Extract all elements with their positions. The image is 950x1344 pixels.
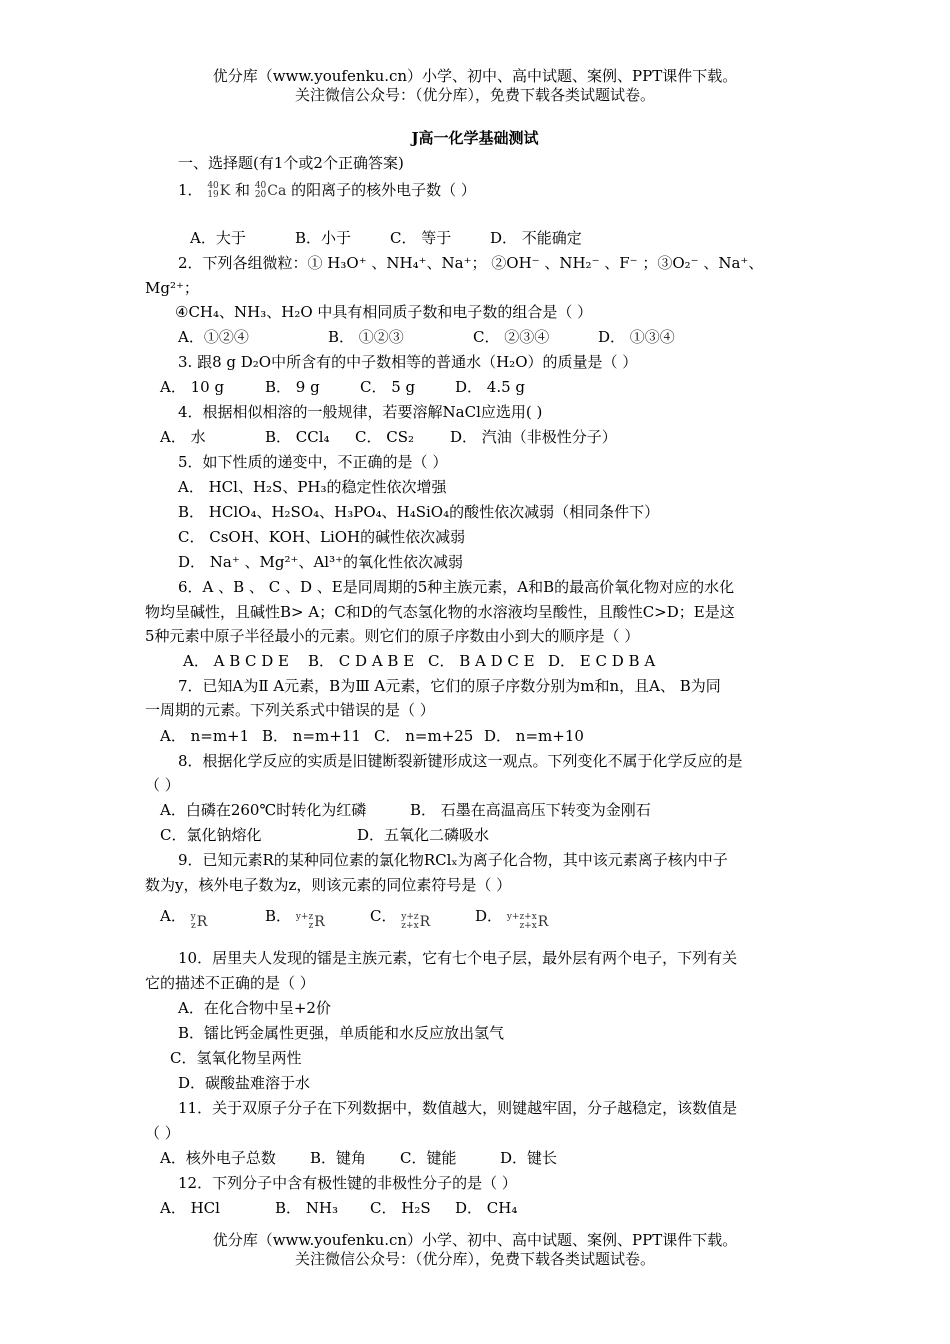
page-title: J高一化学基础测试 [411, 129, 539, 147]
q4-option-d: D． 汽油（非极性分子） [450, 428, 617, 446]
q9-option-a: A． y zR [160, 907, 208, 931]
q2-options [178, 327, 675, 347]
q6-options [183, 651, 655, 671]
q10-option-c: C．氢氧化物呈两性 [170, 1049, 302, 1067]
q12-option-d: D． CH₄ [455, 1199, 518, 1217]
q8-option-d: D．五氧化二磷吸水 [357, 826, 490, 844]
q6-option-c: C． B A D C E [428, 652, 535, 670]
header-line-2: 关注微信公众号：（优分库），免费下载各类试题试卷。 [294, 86, 655, 104]
q1-option-b: B．小于 [295, 229, 352, 247]
q12-option-a: A． HCl [160, 1199, 220, 1217]
q8-options-row-1 [160, 800, 651, 820]
isotope-ca: 40 20Ca [254, 181, 287, 200]
question-1: 1． 40 19K 和 40 20Ca 的阳离子的核外电子数（ ） [178, 181, 476, 200]
q5-option-b: B． HClO₄、H₂SO₄、H₃PO₄、H₄SiO₄的酸性依次减弱（相同条件下） [178, 503, 660, 521]
q10-option-d: D．碳酸盐难溶于水 [178, 1074, 311, 1092]
q1-options [190, 228, 582, 248]
q4-option-c: C． CS₂ [355, 428, 415, 446]
q2-line-2: ④CH₄、NH₃、H₂O 中具有相同质子数和电子数的组合是（ ） [175, 303, 593, 321]
q2-option-b: B． ①②③ [328, 328, 404, 346]
q3-option-b: B． 9 g [265, 378, 320, 396]
q6-option-b: B． C D A B E [308, 652, 415, 670]
q12-option-b: B． NH₃ [275, 1199, 339, 1217]
q9-option-d: D． y+z+x z+xR [475, 907, 549, 931]
q1-option-a: A．大于 [190, 229, 246, 247]
q12-text: 12．下列分子中含有极性键的非极性分子的是（ ） [178, 1174, 517, 1192]
q8-option-a: A．白磷在260℃时转化为红磷 [160, 801, 367, 819]
q2-option-d: D． ①③④ [598, 328, 675, 346]
q2-option-a: A．①②④ [178, 328, 249, 346]
footer-line-2: 关注微信公众号：（优分库），免费下载各类试题试卷。 [294, 1250, 655, 1268]
q10-option-a: A．在化合物中呈+2价 [178, 999, 331, 1017]
q3-options [160, 377, 525, 397]
q3-option-a: A． 10 g [160, 378, 225, 396]
q6-line-3: 5种元素中原子半径最小的元素。则它们的原子序数由小到大的顺序是（ ） [145, 627, 640, 645]
q9-option-c: C． y+z z+xR [370, 907, 431, 931]
q8-line-1: 8．根据化学反应的实质是旧键断裂新键形成这一观点。下列变化不属于化学反应的是 [178, 752, 743, 770]
q11-option-b: B．键角 [310, 1149, 367, 1167]
q11-line-2: （ ） [145, 1124, 180, 1142]
q5-option-a: A． HCl、H₂S、PH₃的稳定性依次增强 [178, 478, 447, 496]
q2-line-1b: Mg²⁺； [145, 279, 199, 297]
q11-line-1: 11．关于双原子分子在下列数据中，数值越大，则键越牢固，分子越稳定，该数值是 [178, 1099, 738, 1117]
q6-line-1: 6．A 、B 、 C 、D 、E是同周期的5种主族元素，A和B的最高价氧化物对应的水化 [178, 578, 735, 596]
footer-line-1: 优分库（www.youfenku.cn）小学、初中、高中试题、案例、PPT课件下载。 [212, 1231, 738, 1249]
q6-option-d: D． E C D B A [548, 652, 656, 670]
q3-text: 3. 跟8 g D₂O中所含有的中子数相等的普通水（H₂O）的质量是（ ） [178, 353, 638, 371]
q9-option-b: B． y+z zR [265, 907, 325, 931]
q4-option-a: A． 水 [160, 428, 206, 446]
q9-line-2: 数为y，核外电子数为z，则该元素的同位素符号是（ ） [145, 876, 512, 894]
q10-option-b: B．镭比钙金属性更强，单质能和水反应放出氢气 [178, 1024, 505, 1042]
q1-option-c: C． 等于 [390, 229, 452, 247]
q11-option-c: C．键能 [400, 1149, 457, 1167]
q6-line-2: 物均呈碱性，且碱性B> A；C和D的气态氢化物的水溶液均呈酸性，且酸性C>D；E是这 [145, 603, 735, 621]
q11-option-d: D．键长 [500, 1149, 558, 1167]
q7-line-1: 7．已知A为Ⅱ A元素，B为Ⅲ A元素，它们的原子序数分别为m和n，且A、 B为同 [178, 677, 721, 695]
q9-line-1: 9．已知元素R的某种同位素的氯化物RClₓ为离子化合物，其中该元素离子核内中子 [178, 851, 728, 869]
q5-option-c: C． CsOH、KOH、LiOH的碱性依次减弱 [178, 528, 466, 546]
q4-option-b: B． CCl₄ [265, 428, 330, 446]
q12-options [160, 1198, 517, 1218]
q3-option-c: C． 5 g [360, 378, 416, 396]
isotope-k: 40 19K [207, 181, 231, 200]
q10-line-1: 10．居里夫人发现的镭是主族元素，它有七个电子层，最外层有两个电子，下列有关 [178, 949, 738, 967]
q2-line-1: 2．下列各组微粒：① H₃O⁺ 、NH₄⁺、Na⁺； ②OH⁻ 、NH₂⁻ 、F⁻ ；③O₂⁻ 、Na⁺、 [178, 254, 764, 272]
q8-options-row-2 [160, 825, 489, 845]
section-heading: 一、选择题(有1个或2个正确答案) [178, 154, 404, 172]
q6-option-a: A． A B C D E [183, 652, 289, 670]
q4-options [160, 427, 617, 447]
q11-option-a: A．核外电子总数 [160, 1149, 276, 1167]
q7-option-a: A． n=m+1 [160, 727, 250, 745]
q7-options [160, 726, 584, 746]
q7-option-b: B． n=m+11 [262, 727, 361, 745]
header-line-1: 优分库（www.youfenku.cn）小学、初中、高中试题、案例、PPT课件下载。 [212, 67, 738, 85]
q9-options [160, 902, 548, 932]
q8-option-c: C．氯化钠熔化 [160, 826, 262, 844]
q5-option-d: D． Na⁺ 、Mg²⁺、Al³⁺的氧化性依次减弱 [178, 553, 464, 571]
q11-options [160, 1148, 557, 1168]
q12-option-c: C． H₂S [370, 1199, 431, 1217]
q2-option-c: C． ②③④ [473, 328, 550, 346]
q1-option-d: D． 不能确定 [490, 229, 582, 247]
q5-text: 5．如下性质的递变中，不正确的是（ ） [178, 453, 448, 471]
q7-line-2: 一周期的元素。下列关系式中错误的是（ ） [145, 701, 435, 719]
q10-line-2: 它的描述不正确的是（ ） [145, 974, 315, 992]
q4-text: 4．根据相似相溶的一般规律，若要溶解NaCl应选用( ) [178, 403, 543, 421]
q7-option-d: D． n=m+10 [484, 727, 584, 745]
q8-line-2: （ ） [145, 776, 180, 794]
q8-option-b: B． 石墨在高温高压下转变为金刚石 [410, 801, 651, 819]
q7-option-c: C． n=m+25 [374, 727, 474, 745]
q3-option-d: D． 4.5 g [455, 378, 526, 396]
